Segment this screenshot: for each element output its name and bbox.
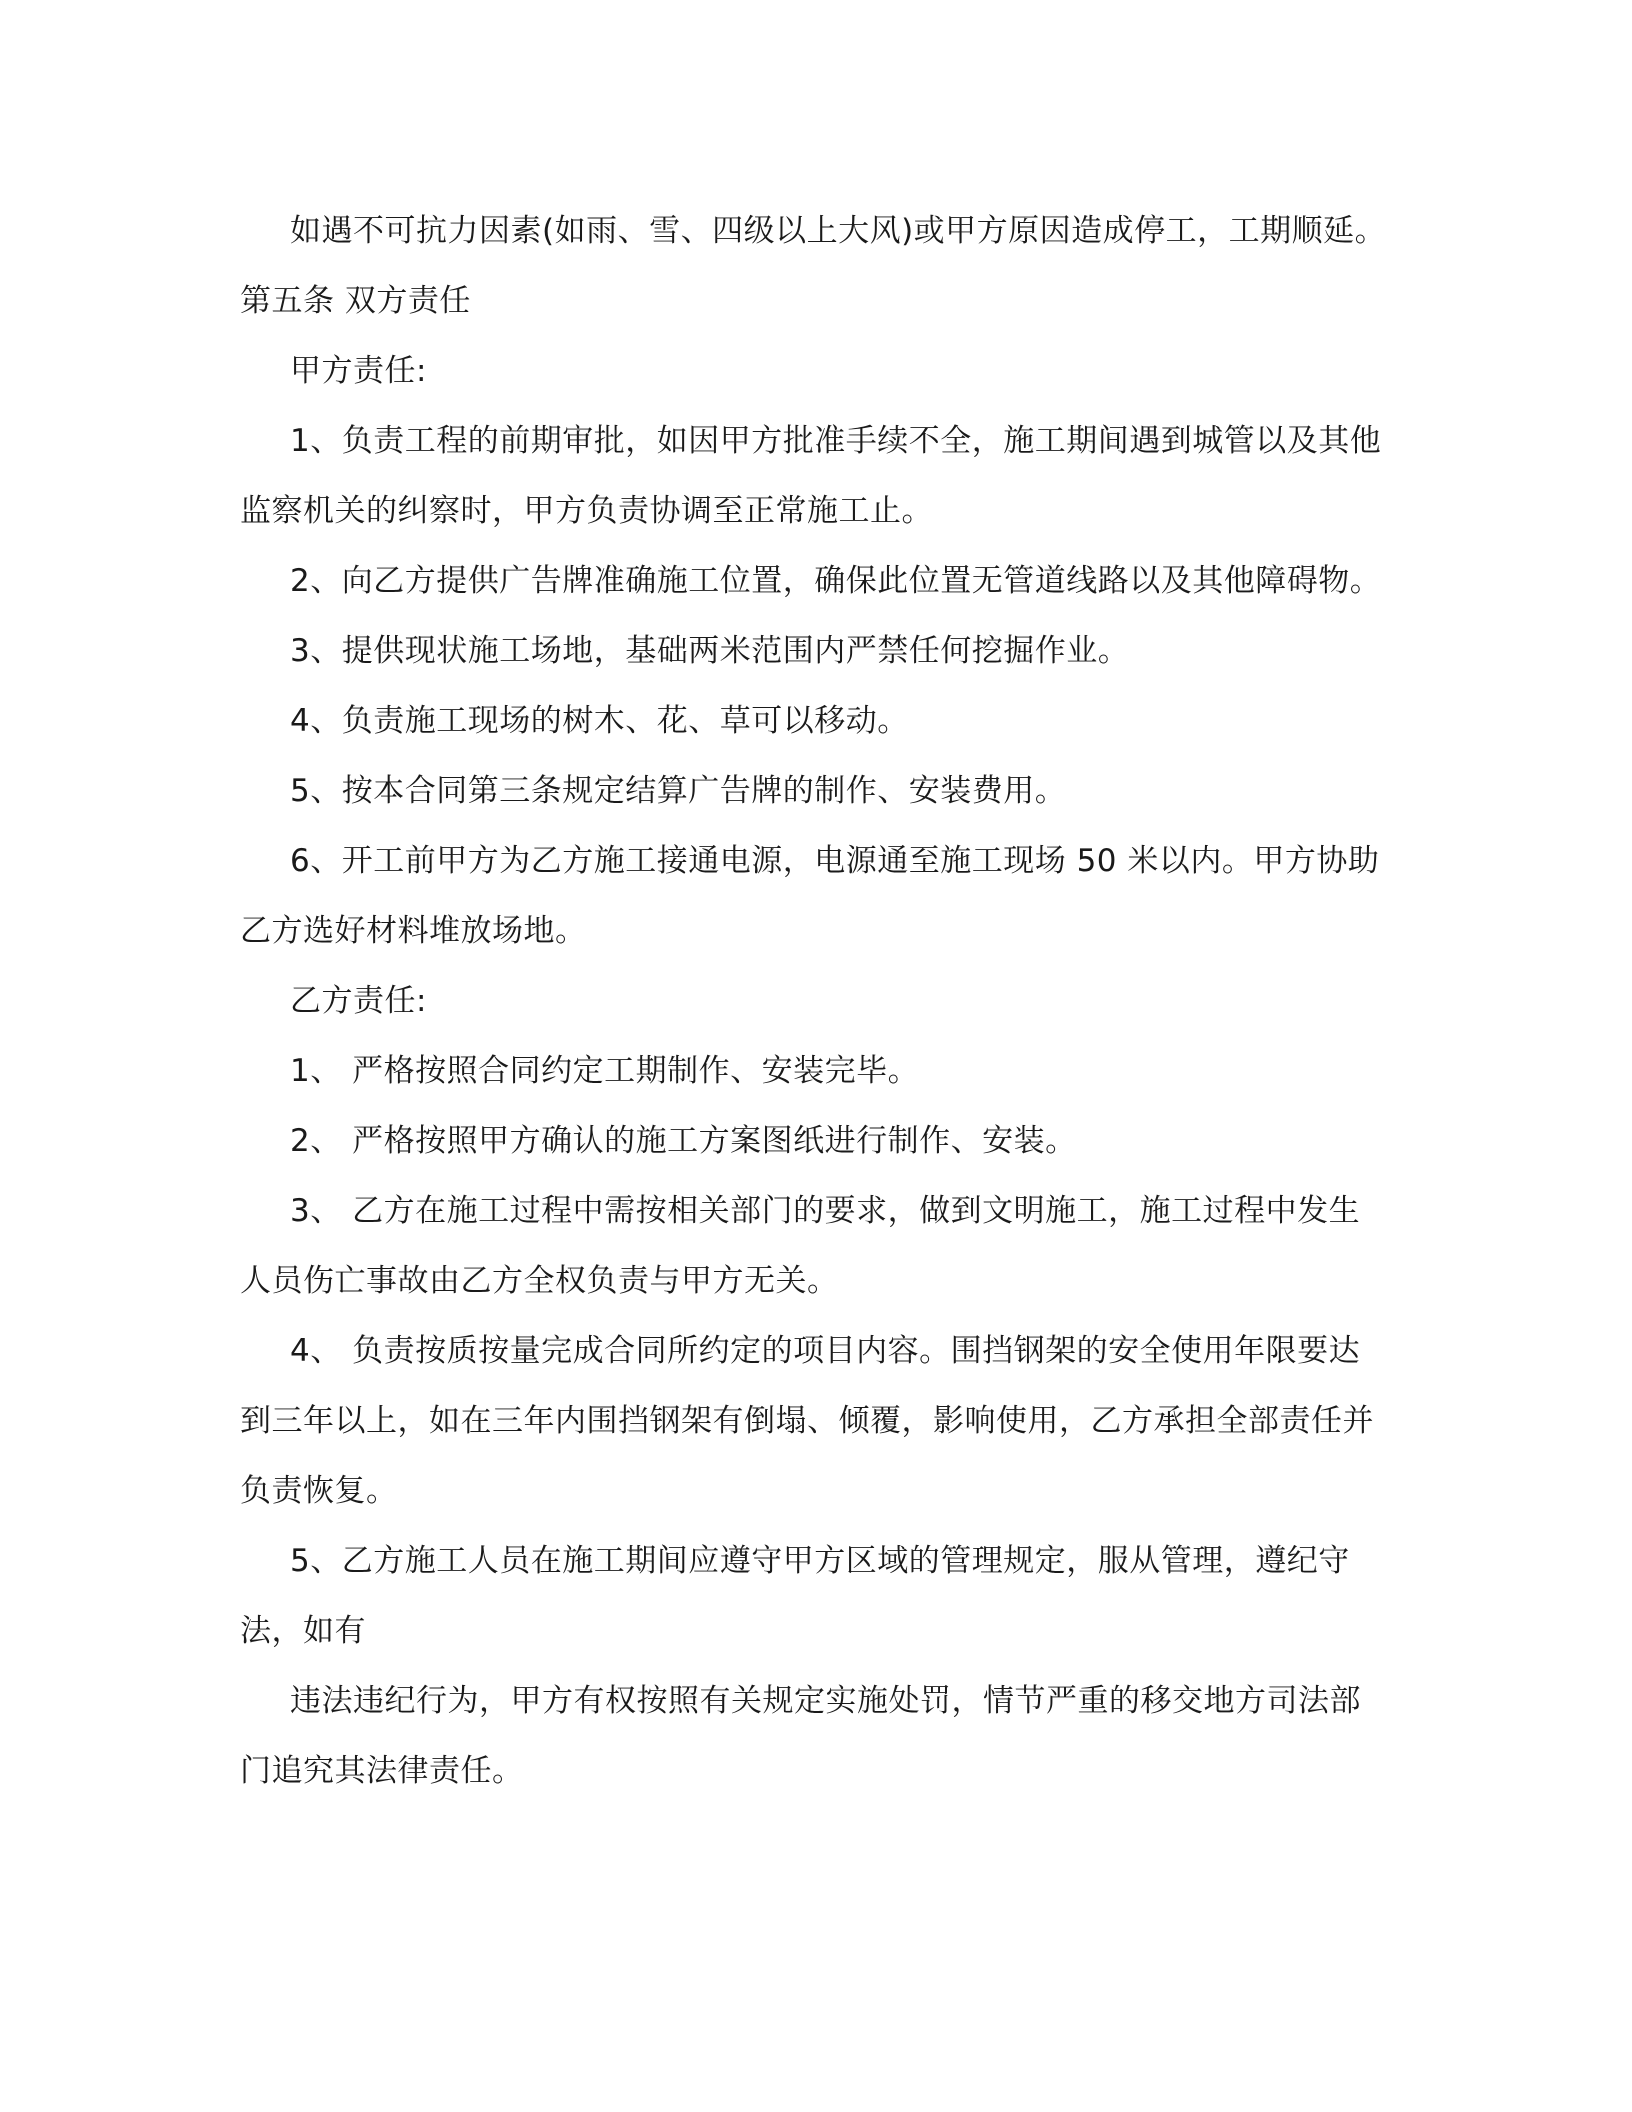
heading-party-a-responsibilities: 甲方责任: [290, 353, 427, 389]
document-body [240, 196, 1390, 1806]
paragraph-party-a-item-1: 1、负责工程的前期审批，如因甲方批准手续不全，施工期间遇到城管以及其他监察机关的纠察时，甲方负责协调至正常施工止。 [240, 423, 1382, 529]
paragraph-force-majeure: 如遇不可抗力因素(如雨、雪、四级以上大风)或甲方原因造成停工，工期顺延。 第五条 双方责任 [240, 213, 1387, 319]
heading-party-b-responsibilities: 乙方责任: [290, 983, 427, 1019]
paragraph-party-b-item-1: 1、 严格按照合同约定工期制作、安装完毕。 [290, 1053, 920, 1089]
paragraph-party-b-item-5-continued: 违法违纪行为，甲方有权按照有关规定实施处罚，情节严重的移交地方司法部门追究其法律责任。 [240, 1683, 1361, 1789]
paragraph-party-b-item-2: 2、 严格按照甲方确认的施工方案图纸进行制作、安装。 [290, 1123, 1077, 1159]
paragraph-party-b-item-3: 3、 乙方在施工过程中需按相关部门的要求，做到文明施工，施工过程中发生人员伤亡事故由乙方全权负责与甲方无关。 [240, 1193, 1361, 1299]
paragraph-party-a-item-5: 5、按本合同第三条规定结算广告牌的制作、安装费用。 [290, 773, 1067, 809]
paragraph-party-a-item-6: 6、开工前甲方为乙方施工接通电源，电源通至施工现场 50 米以内。甲方协助乙方选好材料堆放场地。 [240, 843, 1380, 949]
paragraph-party-a-item-2: 2、向乙方提供广告牌准确施工位置，确保此位置无管道线路以及其他障碍物。 [290, 563, 1382, 599]
paragraph-party-a-item-4: 4、负责施工现场的树木、花、草可以移动。 [290, 703, 909, 739]
paragraph-party-a-item-3: 3、提供现状施工场地，基础两米范围内严禁任何挖掘作业。 [290, 633, 1130, 669]
paragraph-party-b-item-5: 5、乙方施工人员在施工期间应遵守甲方区域的管理规定，服从管理，遵纪守法，如有 [240, 1543, 1350, 1649]
paragraph-party-b-item-4: 4、 负责按质按量完成合同所约定的项目内容。围挡钢架的安全使用年限要达到三年以上，如在三年内围挡钢架有倒塌、倾覆，影响使用，乙方承担全部责任并负责恢复。 [240, 1333, 1374, 1509]
